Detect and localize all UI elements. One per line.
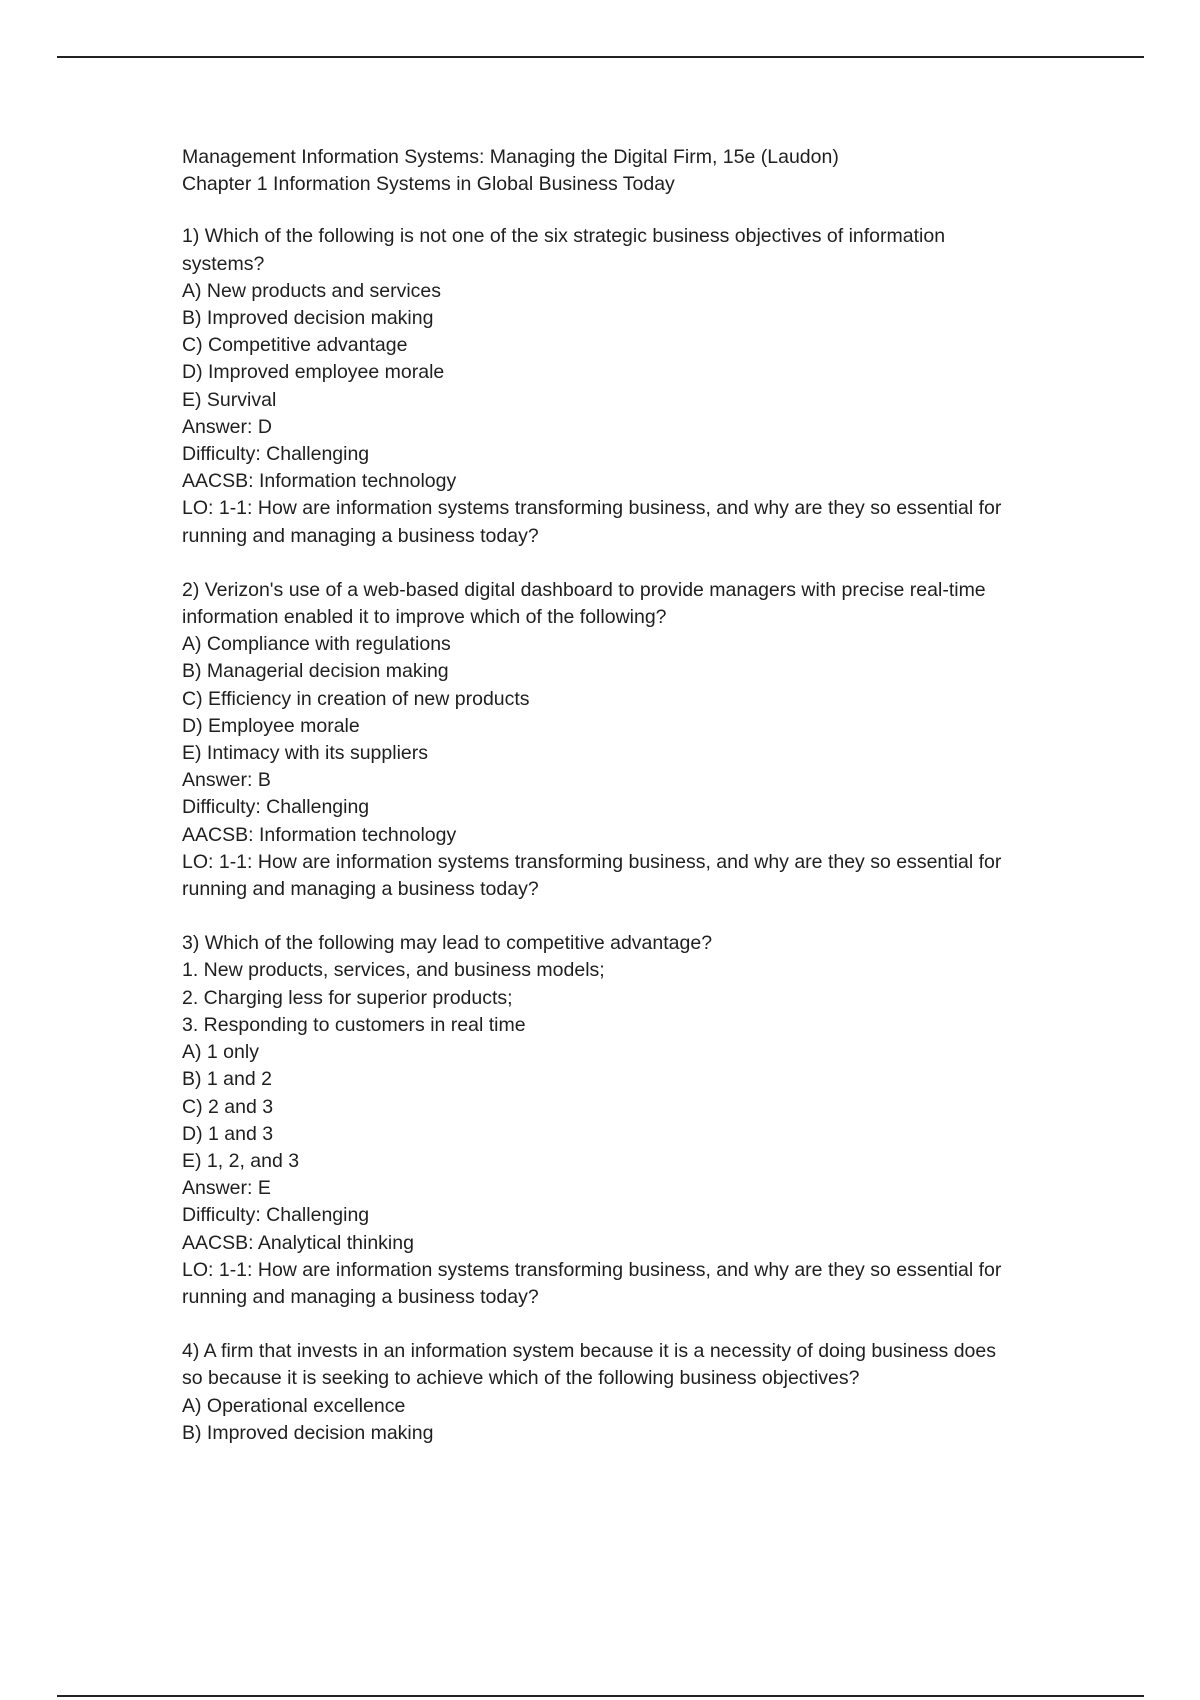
book-title: Management Information Systems: Managing the Digital Firm, 15e (Laudon)	[182, 146, 839, 168]
top-rule	[57, 56, 1144, 58]
learning-objective: LO: 1-1: How are information systems transforming business, and why are they so essential for	[182, 1258, 1002, 1281]
answer-option: E) Survival	[182, 388, 277, 411]
learning-objective: running and managing a business today?	[182, 878, 539, 901]
answer-option: D) 1 and 3	[182, 1122, 274, 1145]
answer-key: Answer: E	[182, 1177, 271, 1200]
answer-option: C) 2 and 3	[182, 1095, 274, 1118]
chapter-title: Chapter 1 Information Systems in Global Business Today	[182, 173, 675, 196]
answer-option: A) Compliance with regulations	[182, 633, 451, 656]
answer-option: C) Competitive advantage	[182, 334, 408, 357]
aacsb: AACSB: Information technology	[182, 823, 457, 846]
answer-key: Answer: B	[182, 769, 271, 792]
aacsb: AACSB: Analytical thinking	[182, 1231, 414, 1254]
question-stem: information enabled it to improve which of the following?	[182, 606, 667, 629]
learning-objective: LO: 1-1: How are information systems transforming business, and why are they so essential for	[182, 497, 1002, 520]
answer-option: B) 1 and 2	[182, 1068, 272, 1091]
answer-option: D) Improved employee morale	[182, 361, 445, 384]
answer-option: D) Employee morale	[182, 714, 360, 737]
question-4	[182, 1338, 1062, 1447]
question-2	[182, 577, 1062, 903]
difficulty: Difficulty: Challenging	[182, 1204, 370, 1227]
bottom-rule	[57, 1695, 1144, 1697]
question-stem: 4) A firm that invests in an information system because it is a necessity of doing business does	[182, 1340, 996, 1363]
question-stem: 1. New products, services, and business models;	[182, 959, 605, 982]
answer-option: A) Operational excellence	[182, 1394, 406, 1417]
answer-option: E) 1, 2, and 3	[182, 1149, 300, 1172]
answer-option: B) Improved decision making	[182, 307, 434, 330]
learning-objective: running and managing a business today?	[182, 524, 539, 547]
learning-objective: LO: 1-1: How are information systems transforming business, and why are they so essential for	[182, 850, 1002, 873]
question-1	[182, 223, 1062, 549]
difficulty: Difficulty: Challenging	[182, 443, 370, 466]
question-stem: systems?	[182, 252, 265, 275]
answer-option: C) Efficiency in creation of new products	[182, 687, 530, 710]
learning-objective: running and managing a business today?	[182, 1285, 539, 1308]
question-stem: so because it is seeking to achieve which of the following business objectives?	[182, 1367, 860, 1390]
question-stem: 2) Verizon's use of a web-based digital dashboard to provide managers with precise real-time	[182, 578, 986, 601]
difficulty: Difficulty: Challenging	[182, 796, 370, 819]
answer-option: B) Improved decision making	[182, 1421, 434, 1444]
question-stem: 1) Which of the following is not one of the six strategic business objectives of information	[182, 225, 946, 248]
question-stem: 2. Charging less for superior products;	[182, 986, 513, 1009]
aacsb: AACSB: Information technology	[182, 470, 457, 493]
answer-option: E) Intimacy with its suppliers	[182, 742, 428, 765]
answer-option: A) New products and services	[182, 279, 442, 302]
answer-key: Answer: D	[182, 415, 272, 438]
question-3	[182, 930, 1062, 1311]
answer-option: A) 1 only	[182, 1041, 259, 1064]
document-body	[182, 144, 1062, 1447]
question-stem: 3. Responding to customers in real time	[182, 1013, 526, 1036]
answer-option: B) Managerial decision making	[182, 660, 449, 683]
question-stem: 3) Which of the following may lead to competitive advantage?	[182, 932, 713, 955]
